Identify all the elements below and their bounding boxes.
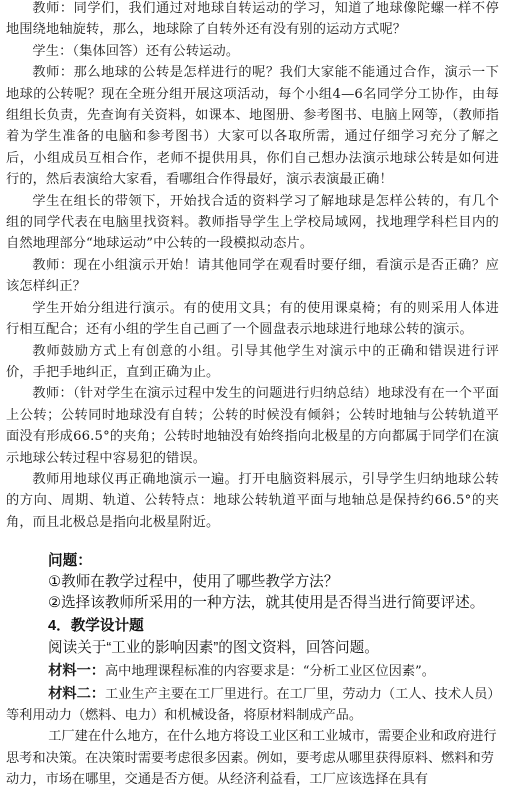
paragraph-teacher-demo-start: 教师：现在小组演示开始！请其他同学在观看时要仔细，看演示是否正确？应该怎样纠正？ — [6, 257, 499, 295]
material-2-label: 材料二： — [48, 686, 105, 703]
paragraph-teacher-assignment: 教师：那么地球的公转是怎样进行的呢？我们大家能不能通过合作，演示一下地球的公转呢？现在全班分组开展这项活动，每个小组4—6名同学分工协作，由每组组长负责，先查询有关资料，如课本、地图册、参考图书、电脑上网等，（教师指着为学生准备的电脑和参考图书）大家可以各取所需，通过仔细学习充分了解之后，小组成员互相合作，老师不提供用具，你们自己想办法演示地球公转是如何进行的，然后表演给大家看，看哪组合作得最好，演示表演最正确！ — [6, 65, 499, 188]
material-2-text: 工业生产主要在工厂里进行。在工厂里，劳动力（工人、技术人员）等利用动力（燃料、电力）和机械设备，将原材料制成产品。 — [6, 687, 495, 724]
paragraph-student-research: 学生在组长的带领下，开始找合适的资料学习了解地球是怎样公转的，有几个组的同学代表在电脑里找资料。教师指导学生上学校局域网，找地理学科栏目内的自然地理部分“地球运动”中公转的一段模拟动态片。 — [6, 193, 499, 252]
question-item-1: ①教师在教学过程中，使用了哪些教学方法？ — [48, 573, 339, 590]
paragraph-teacher-globe-demo: 教师用地球仪再正确地演示一遍。打开电脑资料展示，引导学生归纳地球公转的方向、周期、轨道、公转特点：地球公转轨道平面与地轴总是保持约66.5°的夹角，而且北极总是指向北极星附近。 — [6, 471, 499, 530]
section-intro: 阅读关于“工业的影响因素”的图文资料，回答问题。 — [48, 640, 379, 657]
material-1-text: 高中地理课程标准的内容要求是：“分析工业区位因素”。 — [105, 664, 435, 680]
paragraph-teacher-summary: 教师：（针对学生在演示过程中发生的问题进行归纳总结）地球没有在一个平面上公转；公转同时地球没有自转；公转的时候没有倾斜；公转时地轴与公转轨道平面没有形成66.5°的夹角；公转时地轴没有始终指向北极星的方向都属于同学们在演示地球公转过程中容易犯的错误。 — [6, 386, 499, 466]
questions-heading: 问题： — [48, 553, 92, 570]
paragraph-closing: 工厂建在什么地方，在什么地方将设工业区和工业城市，需要企业和政府进行思考和决策。在决策时需要考虑很多因素。例如，要考虑从哪里获得原料、燃料和劳动力，市场在哪里，交通是否方便。从经济利益看，工厂应该选择在具有 — [6, 729, 497, 788]
lesson-transcript — [6, 0, 499, 533]
material-2 — [6, 684, 499, 726]
material-1 — [6, 661, 499, 682]
paragraph-teacher-question-1: 教师：同学们，我们通过对地球自转运动的学习，知道了地球像陀螺一样不停地围绕地轴旋转，那么，地球除了自转外还有没有别的运动方式呢？ — [6, 1, 499, 38]
material-1-label: 材料一： — [48, 663, 105, 680]
paragraph-teacher-encourage: 教师鼓励方式上有创意的小组。引导其他学生对演示中的正确和错误进行评价，手把手地纠正，直到正确为止。 — [6, 343, 499, 380]
question-item-2: ②选择该教师所采用的一种方法，就其使用是否得当进行简要评述。 — [48, 594, 485, 611]
paragraph-student-answer: 学生：（集体回答）还有公转运动。 — [32, 43, 240, 59]
section-heading: 4．教学设计题 — [48, 617, 144, 634]
paragraph-student-demo: 学生开始分组进行演示。有的使用文具；有的使用课桌椅；有的则采用人体进行相互配合；还有小组的学生自己画了一个圆盘表示地球进行地球公转的演示。 — [6, 300, 499, 338]
questions-section — [6, 551, 499, 659]
